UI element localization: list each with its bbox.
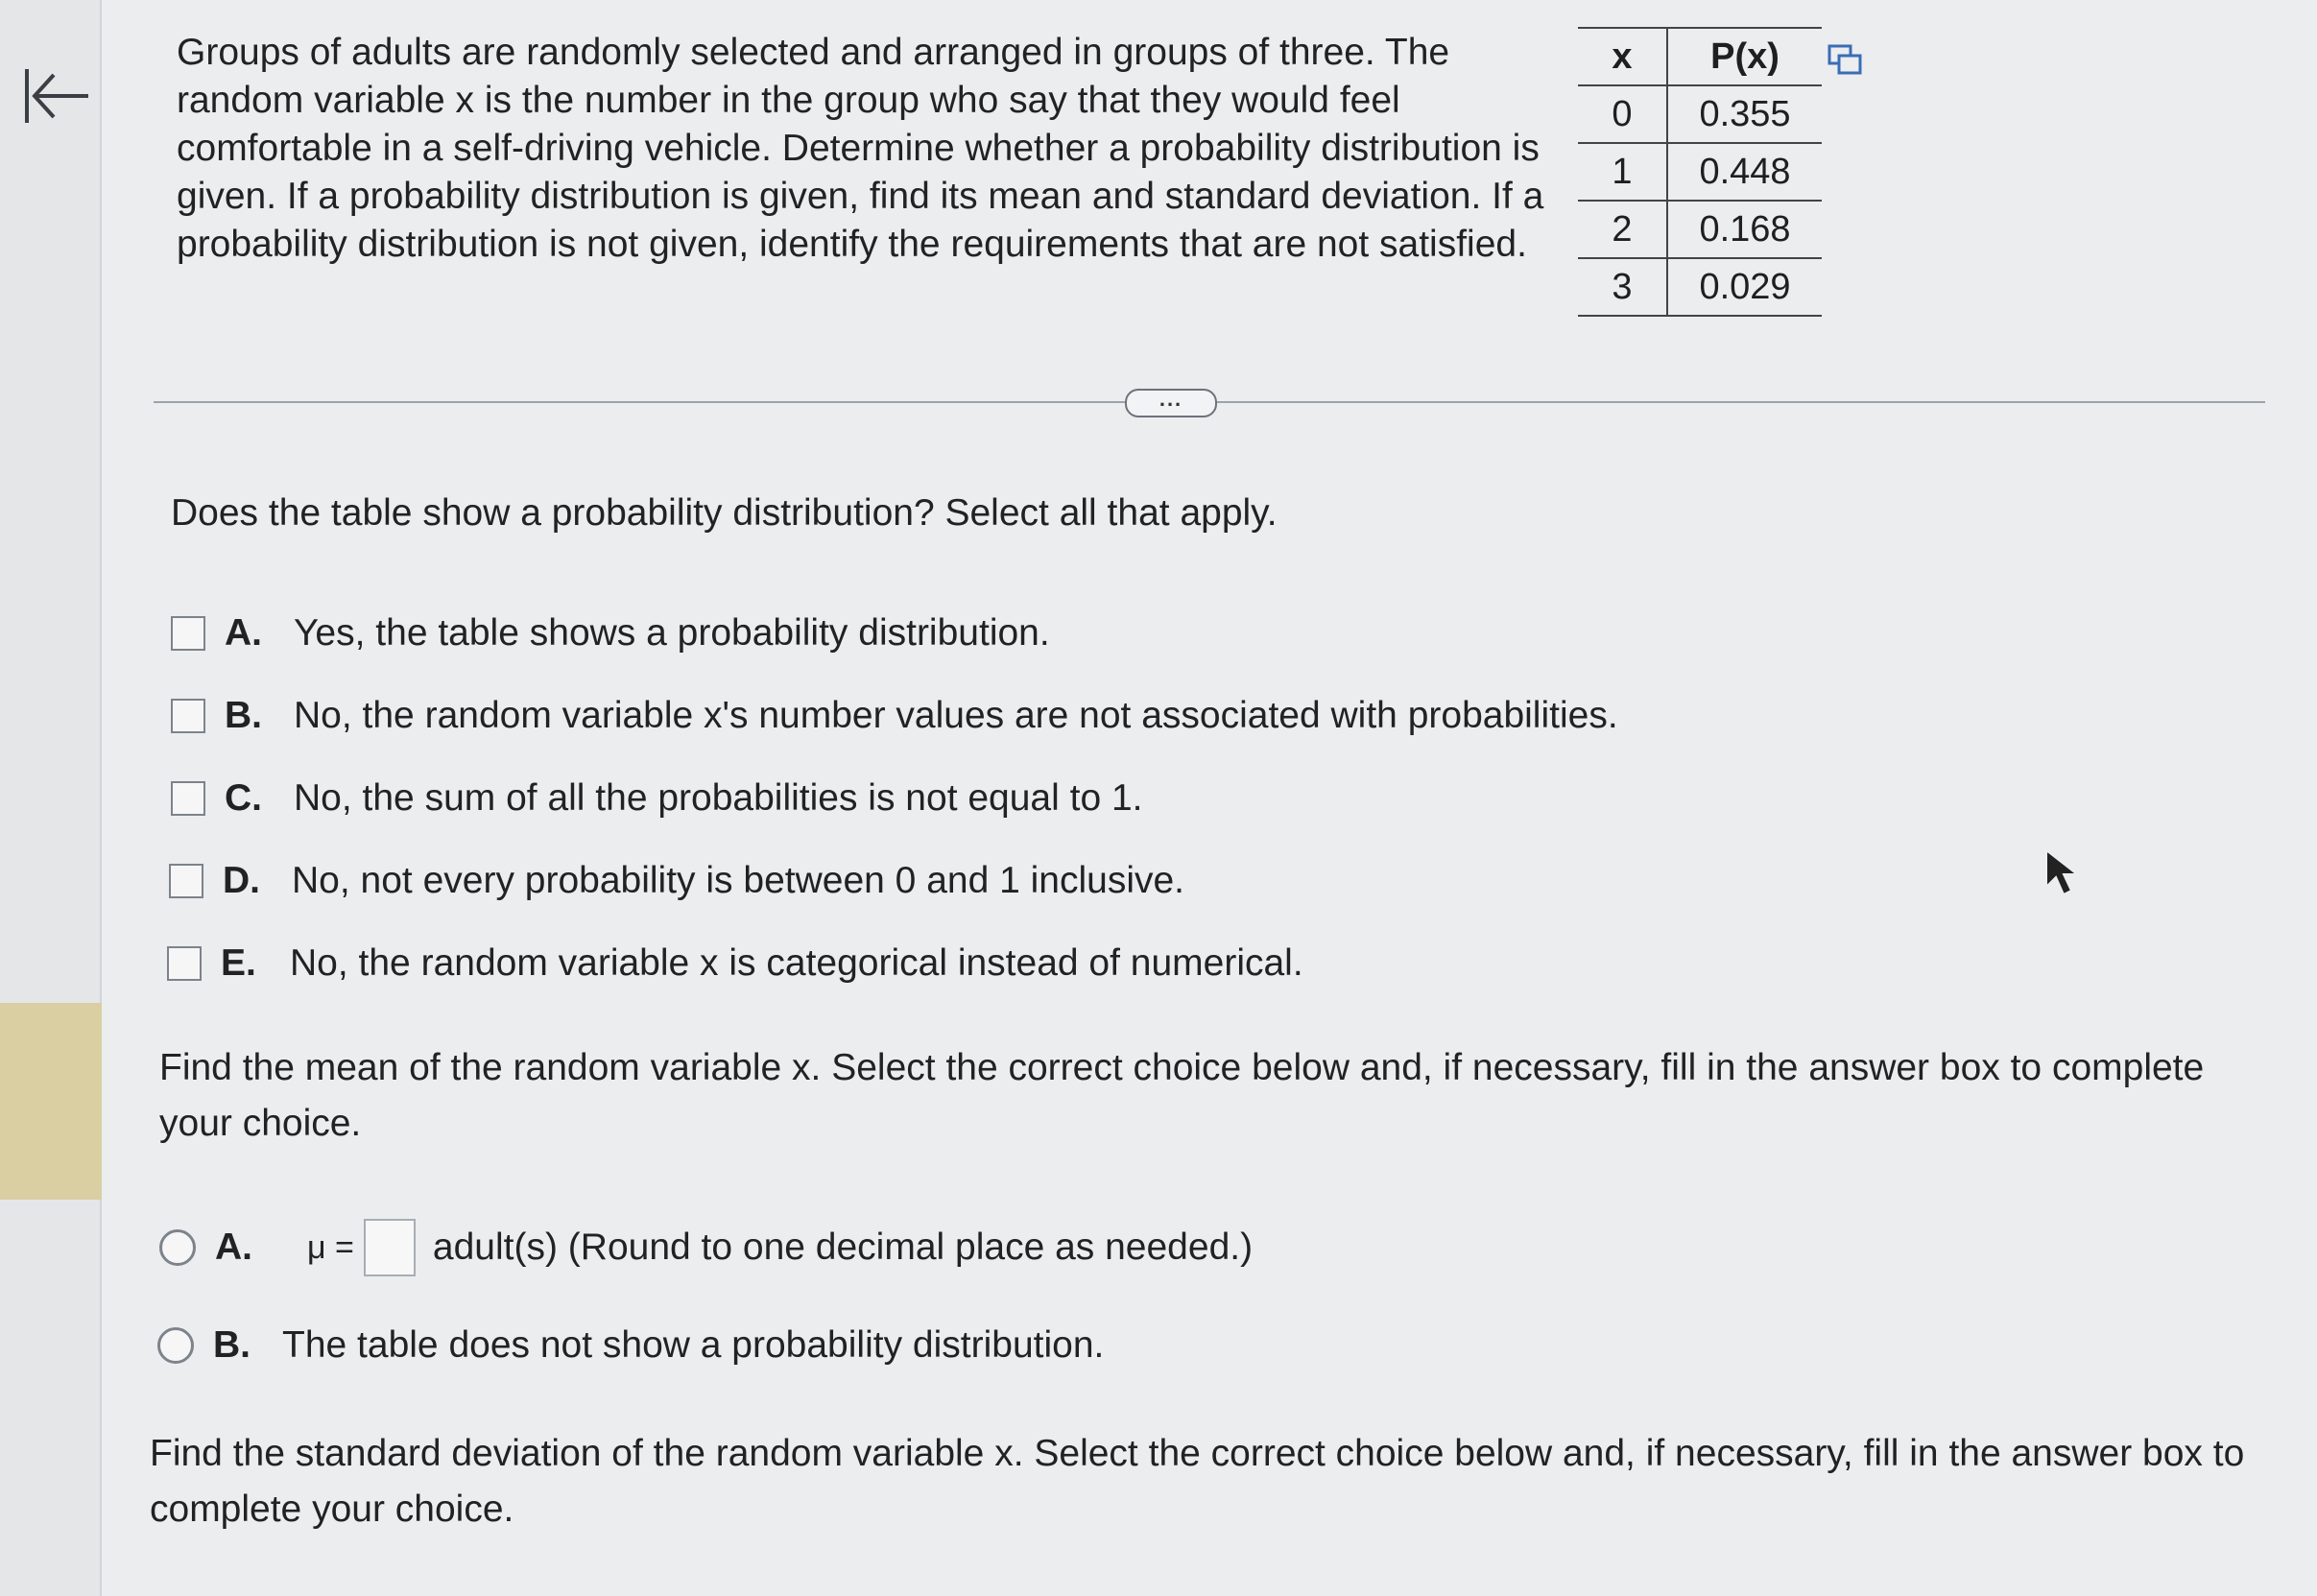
option-letter: E. xyxy=(221,942,256,984)
option-letter: C. xyxy=(225,777,262,819)
q2-option-b[interactable] xyxy=(157,1324,1104,1367)
q1-option-e[interactable] xyxy=(167,942,1303,985)
q1-option-b[interactable] xyxy=(171,695,1618,737)
q2-option-a[interactable] xyxy=(159,1219,1253,1276)
question-2-prompt: Find the mean of the random variable x. Select the correct choice below and, if necessary, fill in the answer box to complete your choice. xyxy=(159,1047,2205,1144)
table-cell-p: 0.029 xyxy=(1667,258,1822,316)
option-text: Yes, the table shows a probability distribution. xyxy=(294,612,1050,654)
option-letter: A. xyxy=(225,612,262,654)
table-row xyxy=(1578,201,1822,258)
table-cell-x: 2 xyxy=(1578,201,1667,258)
left-rail xyxy=(0,0,102,1596)
checkbox[interactable] xyxy=(171,699,205,733)
table-cell-x: 0 xyxy=(1578,85,1667,143)
expand-more-button[interactable]: ... xyxy=(1125,389,1217,417)
problem-statement: Groups of adults are randomly selected and arranged in groups of three. The random variable x is the number in the group who say that they would feel comfortable in a self-driving vehicle. Determine whether a probability distribution is given. If a probability distribution is given, find its mean and standard deviation. If a probability distribution is not given, identify the requirements that are not satisfied. xyxy=(177,32,1544,265)
probability-table xyxy=(1578,27,1822,317)
table-cell-x: 3 xyxy=(1578,258,1667,316)
checkbox[interactable] xyxy=(167,946,202,981)
option-letter: D. xyxy=(223,860,260,901)
table-header-x: x xyxy=(1578,28,1667,85)
q1-option-a[interactable] xyxy=(171,612,1050,655)
q1-option-d[interactable] xyxy=(169,860,1184,902)
collapse-back-icon[interactable] xyxy=(17,60,94,136)
checkbox[interactable] xyxy=(171,616,205,651)
option-text: No, not every probability is between 0 and 1 inclusive. xyxy=(292,860,1185,901)
mouse-pointer-icon xyxy=(2042,848,2081,898)
table-header-px: P(x) xyxy=(1667,28,1822,85)
question-1-prompt: Does the table show a probability distribution? Select all that apply. xyxy=(171,492,1278,534)
table-cell-x: 1 xyxy=(1578,143,1667,201)
mean-answer-input[interactable] xyxy=(364,1219,416,1276)
option-text: No, the random variable x is categorical instead of numerical. xyxy=(290,942,1303,984)
option-text: The table does not show a probability distribution. xyxy=(282,1324,1105,1366)
table-row xyxy=(1578,258,1822,316)
table-cell-p: 0.448 xyxy=(1667,143,1822,201)
option-letter: A. xyxy=(215,1227,252,1268)
option-letter: B. xyxy=(225,695,262,736)
option-text: No, the sum of all the probabilities is not equal to 1. xyxy=(294,777,1143,819)
option-text: No, the random variable x's number values are not associated with probabilities. xyxy=(294,695,1618,736)
checkbox[interactable] xyxy=(171,781,205,816)
checkbox[interactable] xyxy=(169,864,203,898)
option-letter: B. xyxy=(213,1324,251,1366)
table-row xyxy=(1578,85,1822,143)
table-row xyxy=(1578,143,1822,201)
copy-table-icon[interactable] xyxy=(1826,42,1864,81)
table-cell-p: 0.168 xyxy=(1667,201,1822,258)
radio-button[interactable] xyxy=(157,1327,194,1364)
question-3-prompt: Find the standard deviation of the random variable x. Select the correct choice below and, if necessary, fill in the answer box to complete your choice. xyxy=(150,1433,2245,1530)
q1-option-c[interactable] xyxy=(171,777,1143,820)
table-cell-p: 0.355 xyxy=(1667,85,1822,143)
option-text: adult(s) (Round to one decimal place as needed.) xyxy=(432,1227,1254,1268)
mu-label: μ = xyxy=(307,1228,354,1266)
question-panel xyxy=(102,0,2317,1596)
rail-accent xyxy=(0,1003,104,1200)
table-header-row xyxy=(1578,28,1822,85)
radio-button[interactable] xyxy=(159,1229,196,1266)
